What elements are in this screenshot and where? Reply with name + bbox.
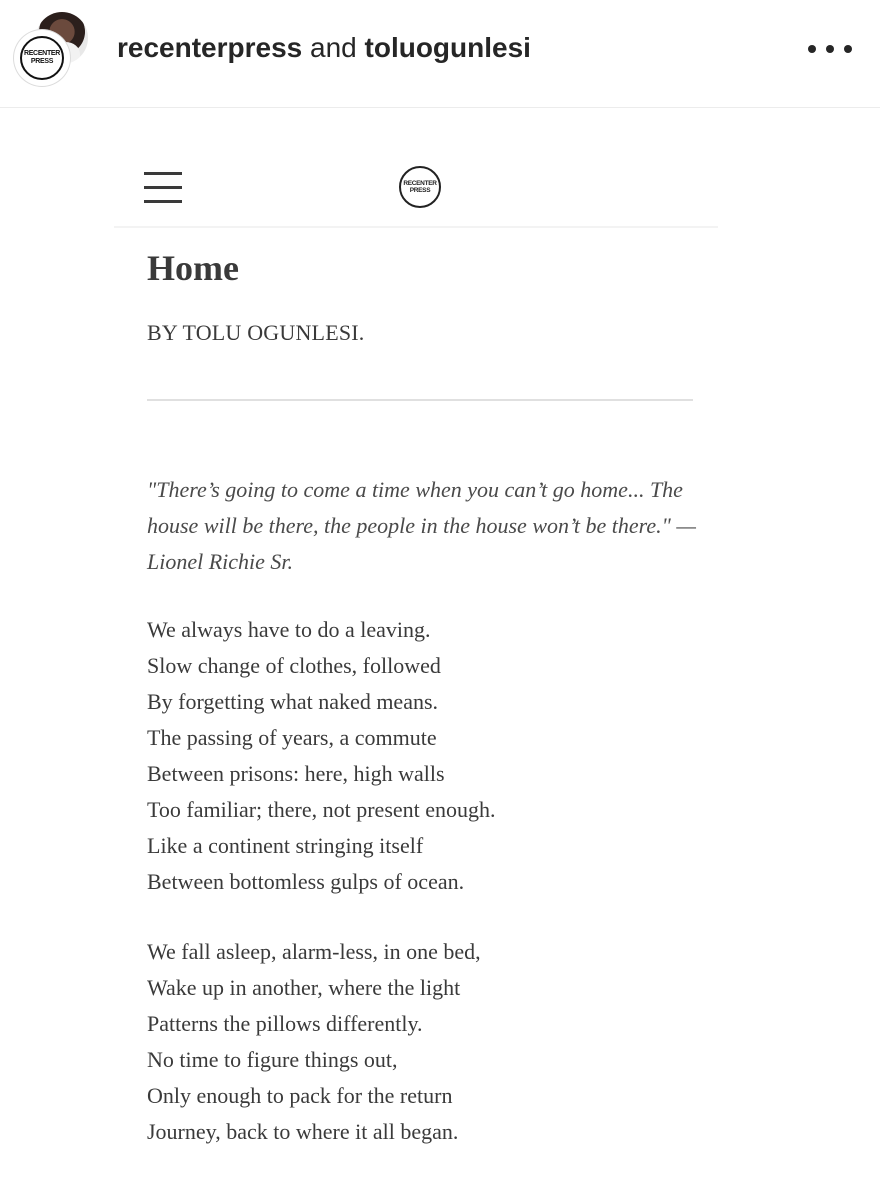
article-byline: BY TOLU OGUNLESI.: [147, 320, 365, 345]
more-options-icon[interactable]: [808, 38, 852, 60]
poem-line: Too familiar; there, not present enough.: [147, 797, 496, 822]
post-header: [0, 0, 880, 108]
poem-line: Between prisons: here, high walls: [147, 761, 445, 786]
post-authors: [117, 28, 531, 68]
poem-stanza: [147, 934, 707, 1150]
authors-joiner: and: [302, 32, 365, 63]
poem-line: Slow change of clothes, followed: [147, 653, 441, 678]
poem-line: Journey, back to where it all began.: [147, 1119, 459, 1144]
poem-line: Between bottomless gulps of ocean.: [147, 869, 465, 894]
epigraph: [147, 472, 707, 580]
poem-line: No time to figure things out,: [147, 1047, 398, 1072]
epigraph-line: house will be there, the people in the house won’t be there." —: [147, 513, 696, 538]
poem-line: We always have to do a leaving.: [147, 617, 431, 642]
recenterpress-avatar[interactable]: [14, 30, 70, 86]
epigraph-line: "There’s going to come a time when you can’t go home... The: [147, 477, 683, 502]
poem-line: Patterns the pillows differently.: [147, 1011, 423, 1036]
avatar-logo-line2: PRESS: [30, 58, 54, 65]
recenter-press-logo: [20, 36, 64, 80]
more-dot: [826, 45, 834, 53]
poem-line: We fall asleep, alarm-less, in one bed,: [147, 939, 481, 964]
poem-line: Only enough to pack for the return: [147, 1083, 453, 1108]
site-navbar: [114, 150, 718, 228]
avatar-stack[interactable]: [14, 12, 94, 92]
poem-line: By forgetting what naked means.: [147, 689, 439, 714]
divider: [147, 399, 693, 401]
poem-stanza: [147, 612, 707, 900]
site-logo-line1: RECENTER: [403, 179, 437, 187]
site-logo[interactable]: [399, 166, 441, 208]
username-recenterpress[interactable]: recenterpress: [117, 32, 303, 63]
hamburger-menu-icon[interactable]: [144, 172, 182, 204]
article-title: Home: [147, 248, 239, 288]
poem-line: The passing of years, a commute: [147, 725, 437, 750]
more-dot: [808, 45, 816, 53]
more-dot: [844, 45, 852, 53]
poem-line: Wake up in another, where the light: [147, 975, 461, 1000]
poem-line: Like a continent stringing itself: [147, 833, 424, 858]
epigraph-line: Lionel Richie Sr.: [147, 549, 294, 574]
avatar-logo-line1: RECENTER: [23, 50, 61, 57]
site-logo-line2: PRESS: [409, 187, 431, 194]
username-toluogunlesi[interactable]: toluogunlesi: [364, 32, 531, 63]
